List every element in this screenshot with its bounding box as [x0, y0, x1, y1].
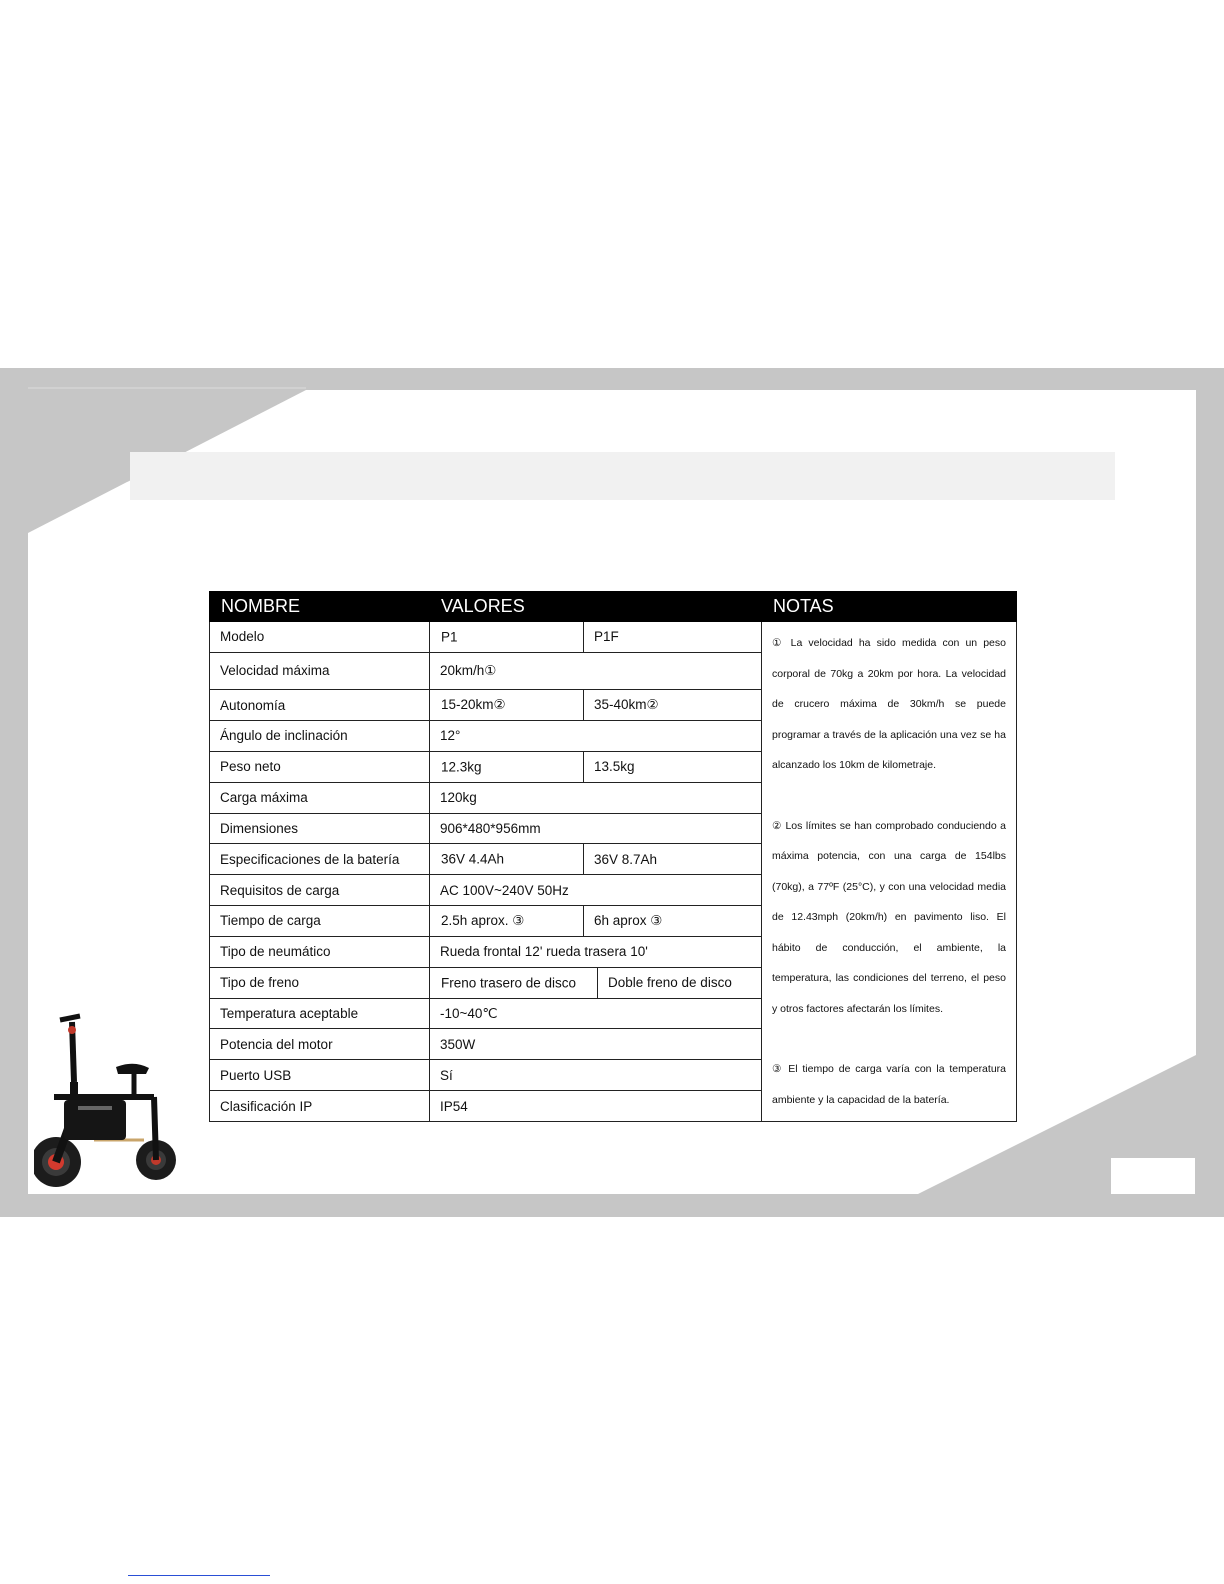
row-value: 20km/h① — [430, 652, 762, 689]
value-p1f: 36V 8.7Ah — [583, 844, 657, 874]
note-1: ① La velocidad ha sido medida con un peso corporal de 70kg a 20km por hora. La velocidad de crucero máxima de 30km/h se puede programar a través de la aplicación una vez se ha alcanzado los 10km de kilometraje. — [772, 637, 1006, 771]
row-label: Clasificación IP — [210, 1091, 430, 1122]
header-values: VALORES — [430, 592, 762, 622]
row-label: Carga máxima — [210, 782, 430, 813]
row-values — [430, 690, 762, 721]
note-2: ② Los límites se han comprobado conduciendo a máxima potencia, con una carga de 154lbs (70kg), a 77ºF (25°C), y con una velocidad media de 12.43mph (20km/h) en pavimento liso. El hábito de conducción, el ambiente, la temperatura, las condiciones del terreno, el peso y otros factores afectarán los límites. — [772, 819, 1006, 1015]
row-values — [430, 906, 762, 937]
row-label: Ángulo de inclinación — [210, 720, 430, 751]
slide-panel — [0, 368, 1224, 1217]
title-bar — [130, 452, 1115, 500]
row-label: Potencia del motor — [210, 1029, 430, 1060]
header-name: NOMBRE — [210, 592, 430, 622]
row-values — [430, 622, 762, 653]
row-values — [430, 751, 762, 782]
page-number-tab — [1111, 1158, 1195, 1194]
row-label: Velocidad máxima — [210, 652, 430, 689]
row-value: 120kg — [430, 782, 762, 813]
value-p1f: P1F — [583, 622, 619, 652]
spec-table — [209, 591, 1017, 1122]
row-label: Modelo — [210, 622, 430, 653]
table-row — [210, 622, 1017, 653]
front-fork — [154, 1097, 156, 1160]
row-values — [430, 844, 762, 875]
value-p1f: 35-40km② — [583, 690, 659, 720]
row-label: Autonomía — [210, 690, 430, 721]
row-label: Temperatura aceptable — [210, 998, 430, 1029]
value-p1: 12.3kg — [441, 759, 482, 775]
value-p1: P1 — [441, 629, 458, 645]
scooter-image — [34, 1012, 180, 1192]
seat — [116, 1064, 149, 1074]
table-header-row — [210, 592, 1017, 622]
value-p1f: 6h aprox ③ — [583, 906, 662, 936]
note-3: ③ El tiempo de carga varía con la temperatura ambiente y la capacidad de la batería. — [772, 1063, 1006, 1106]
row-label: Tiempo de carga — [210, 906, 430, 937]
row-label: Puerto USB — [210, 1060, 430, 1091]
row-label: Requisitos de carga — [210, 875, 430, 906]
row-value: Sí — [430, 1060, 762, 1091]
value-p1: 2.5h aprox. ③ — [441, 912, 525, 928]
row-value: -10~40℃ — [430, 998, 762, 1029]
value-p1: 36V 4.4Ah — [441, 851, 505, 867]
notes-cell — [762, 622, 1017, 1122]
row-label: Especificaciones de la batería — [210, 844, 430, 875]
row-value: 350W — [430, 1029, 762, 1060]
value-p1f: 13.5kg — [583, 752, 635, 782]
row-label: Peso neto — [210, 751, 430, 782]
handlebar — [60, 1016, 80, 1020]
header-notes: NOTAS — [762, 592, 1017, 622]
row-label: Tipo de freno — [210, 967, 430, 998]
row-value: 12° — [430, 720, 762, 751]
row-value: Rueda frontal 12' rueda trasera 10' — [430, 936, 762, 967]
value-p1: 15-20km② — [441, 697, 506, 713]
row-value: IP54 — [430, 1091, 762, 1122]
row-value: 906*480*956mm — [430, 813, 762, 844]
footer-link-underline — [128, 1575, 270, 1576]
value-p1f: Doble freno de disco — [597, 968, 732, 998]
row-label: Tipo de neumático — [210, 936, 430, 967]
row-label: Dimensiones — [210, 813, 430, 844]
row-value: AC 100V~240V 50Hz — [430, 875, 762, 906]
row-values — [430, 967, 762, 998]
value-p1: Freno trasero de disco — [441, 975, 577, 991]
